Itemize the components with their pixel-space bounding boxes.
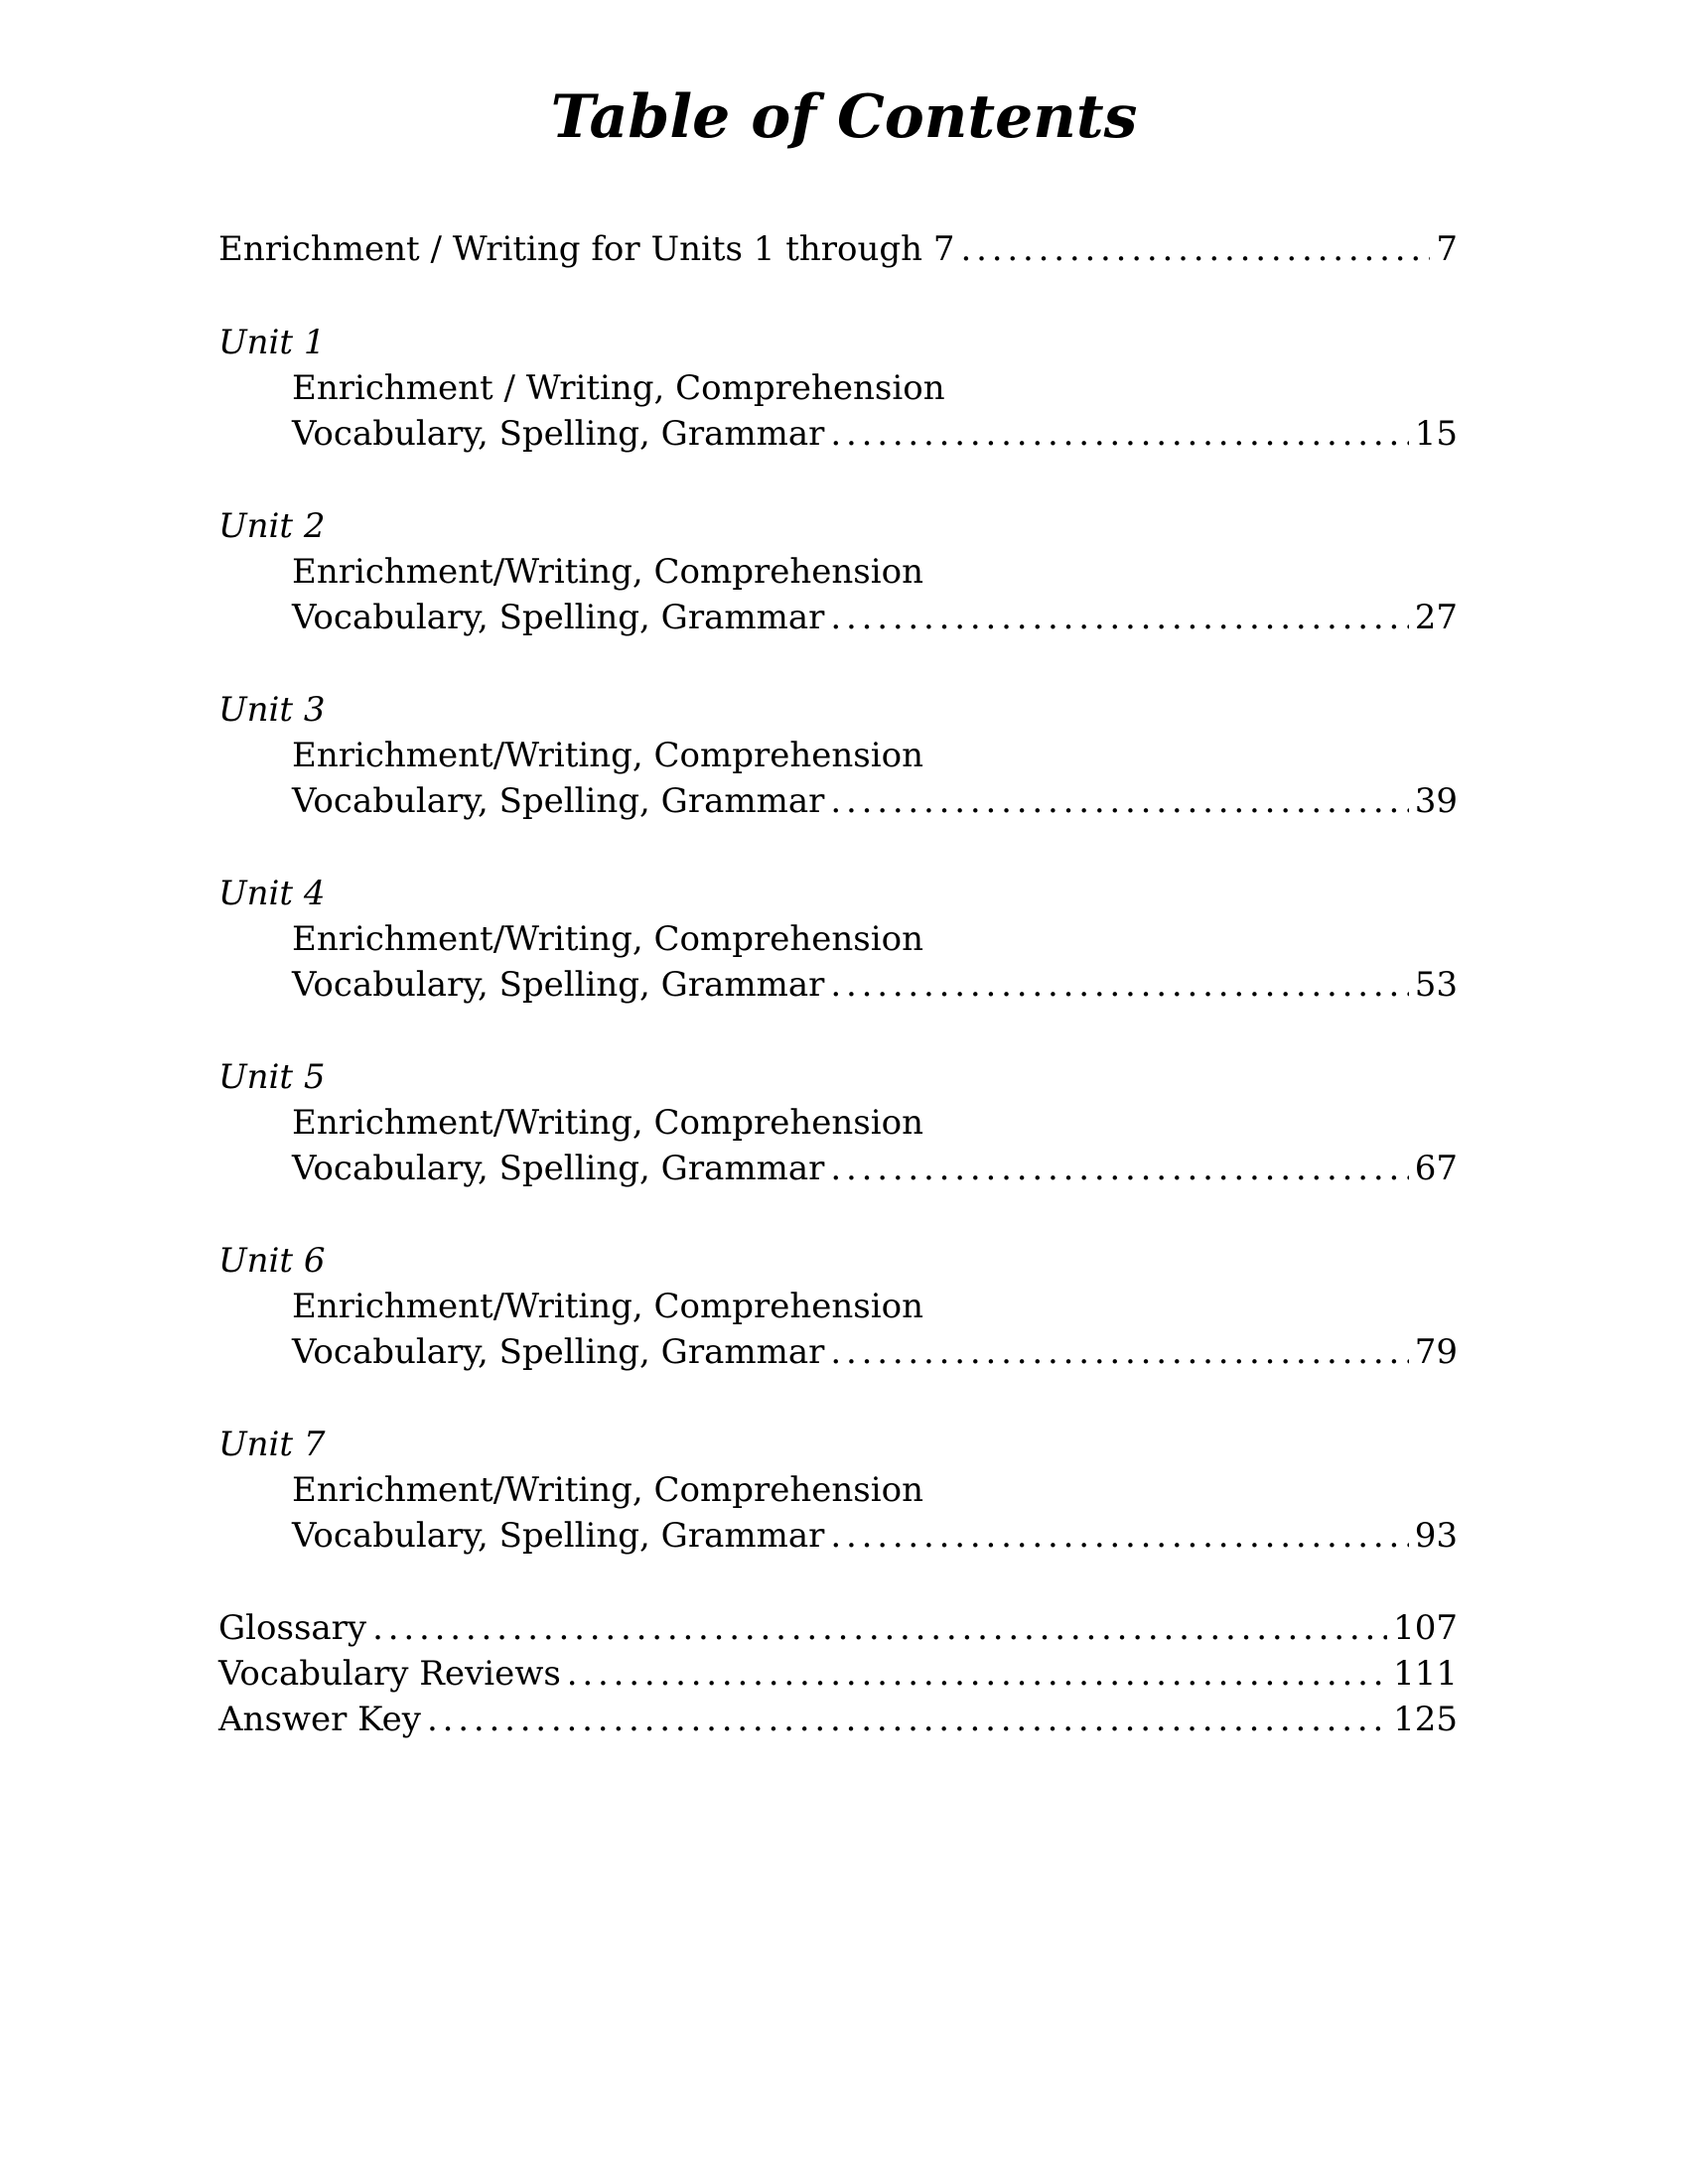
unit-5-line2 bbox=[292, 1146, 1458, 1191]
toc-page-number: 7 bbox=[1436, 229, 1458, 269]
toc-page-number: 67 bbox=[1414, 1149, 1458, 1188]
dot-leader bbox=[830, 778, 1408, 824]
toc-entry-glossary bbox=[218, 1605, 1458, 1651]
unit-5-heading: Unit 5 bbox=[218, 1057, 326, 1097]
dot-leader bbox=[830, 962, 1408, 1008]
toc-page-number: 79 bbox=[1414, 1332, 1458, 1372]
dot-leader bbox=[427, 1697, 1387, 1742]
unit-4-heading: Unit 4 bbox=[218, 874, 326, 913]
dot-leader bbox=[830, 1329, 1408, 1375]
toc-page-number: 125 bbox=[1393, 1700, 1458, 1739]
toc-entry-label: Enrichment/Writing, Comprehension bbox=[292, 1287, 923, 1326]
toc-entry-label: Glossary bbox=[218, 1608, 367, 1648]
toc-entry-vocabulary-reviews bbox=[218, 1651, 1458, 1697]
unit-2-line2 bbox=[292, 595, 1458, 640]
unit-1-line2 bbox=[292, 411, 1458, 457]
unit-2-line1 bbox=[292, 549, 1458, 595]
toc-entry-label: Vocabulary, Spelling, Grammar bbox=[292, 414, 825, 454]
unit-7-line2 bbox=[292, 1513, 1458, 1559]
toc-entry-label: Vocabulary, Spelling, Grammar bbox=[292, 1516, 825, 1556]
dot-leader bbox=[567, 1651, 1387, 1697]
toc-page-number: 107 bbox=[1393, 1608, 1458, 1648]
unit-3-heading: Unit 3 bbox=[218, 690, 326, 730]
toc-page-number: 27 bbox=[1414, 598, 1458, 637]
toc-entry-label: Vocabulary Reviews bbox=[218, 1654, 561, 1694]
toc-page-number: 93 bbox=[1414, 1516, 1458, 1556]
page-title: Table of Contents bbox=[550, 82, 1138, 152]
toc-page-number: 39 bbox=[1414, 781, 1458, 821]
toc-entry-label: Vocabulary, Spelling, Grammar bbox=[292, 965, 825, 1005]
unit-3-line1 bbox=[292, 733, 1458, 778]
unit-5-line1 bbox=[292, 1100, 1458, 1146]
toc-entry-answer-key bbox=[218, 1697, 1458, 1742]
toc-entry-label: Enrichment/Writing, Comprehension bbox=[292, 1103, 923, 1143]
unit-7-heading: Unit 7 bbox=[218, 1425, 326, 1464]
toc-page-number: 53 bbox=[1414, 965, 1458, 1005]
toc-entry-label: Vocabulary, Spelling, Grammar bbox=[292, 598, 825, 637]
dot-leader bbox=[830, 1146, 1408, 1191]
unit-3-line2 bbox=[292, 778, 1458, 824]
toc-entry-label: Enrichment / Writing for Units 1 through 7 bbox=[218, 229, 955, 269]
toc-entry-label: Enrichment/Writing, Comprehension bbox=[292, 736, 923, 775]
unit-2-heading: Unit 2 bbox=[218, 506, 326, 546]
toc-entry-label: Vocabulary, Spelling, Grammar bbox=[292, 1149, 825, 1188]
dot-leader bbox=[961, 226, 1431, 272]
unit-6-heading: Unit 6 bbox=[218, 1241, 326, 1281]
toc-page-number: 15 bbox=[1414, 414, 1458, 454]
toc-entry-label: Enrichment/Writing, Comprehension bbox=[292, 1470, 923, 1510]
toc-entry-label: Enrichment/Writing, Comprehension bbox=[292, 552, 923, 592]
toc-page-number: 111 bbox=[1393, 1654, 1458, 1694]
unit-6-line1 bbox=[292, 1284, 1458, 1329]
toc-entry-label: Vocabulary, Spelling, Grammar bbox=[292, 781, 825, 821]
toc-entry-label: Enrichment/Writing, Comprehension bbox=[292, 919, 923, 959]
table-of-contents bbox=[218, 0, 1458, 2184]
unit-7-line1 bbox=[292, 1467, 1458, 1513]
toc-entry-label: Vocabulary, Spelling, Grammar bbox=[292, 1332, 825, 1372]
dot-leader bbox=[830, 1513, 1408, 1559]
dot-leader bbox=[830, 411, 1408, 457]
dot-leader bbox=[372, 1605, 1387, 1651]
dot-leader bbox=[830, 595, 1408, 640]
toc-entry-intro bbox=[218, 226, 1458, 272]
unit-4-line2 bbox=[292, 962, 1458, 1008]
unit-1-heading: Unit 1 bbox=[218, 323, 326, 362]
toc-entry-label: Enrichment / Writing, Comprehension bbox=[292, 368, 945, 408]
unit-6-line2 bbox=[292, 1329, 1458, 1375]
toc-entry-label: Answer Key bbox=[218, 1700, 421, 1739]
unit-4-line1 bbox=[292, 916, 1458, 962]
unit-1-line1 bbox=[292, 365, 1458, 411]
